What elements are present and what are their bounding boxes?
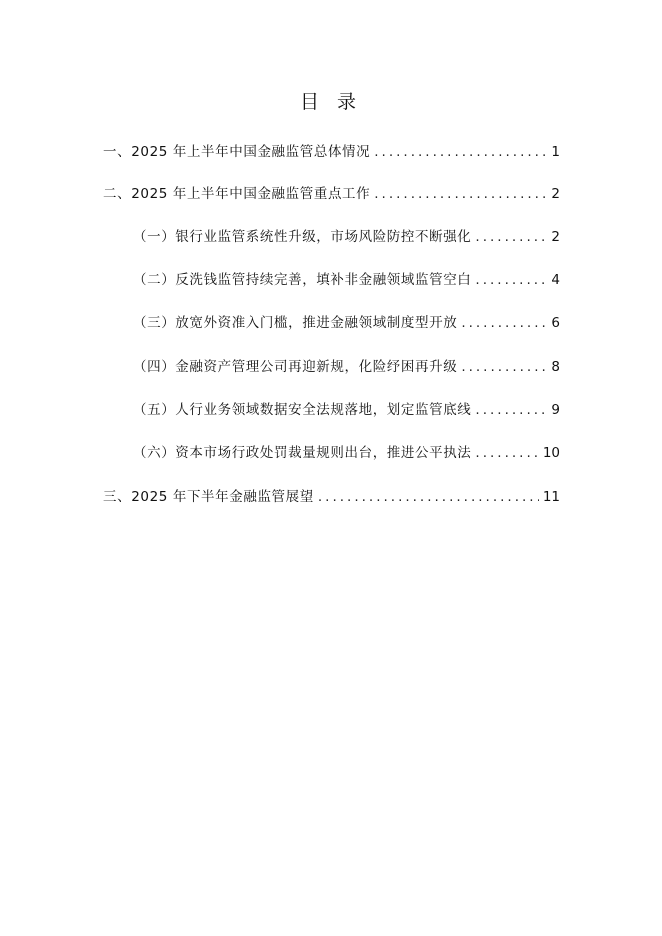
toc-entry-3[interactable]	[103, 483, 560, 511]
toc-entry-text: （六）资本市场行政处罚裁量规则出台，推进公平执法	[133, 445, 472, 461]
toc-entry-2-1[interactable]	[133, 223, 560, 251]
toc-dot-leader	[318, 483, 539, 511]
toc-entry-text: （二）反洗钱监管持续完善，填补非金融领域监管空白	[133, 272, 472, 288]
toc-entry-2-4[interactable]	[133, 353, 560, 381]
toc-entry-2-2[interactable]	[133, 266, 560, 294]
toc-page-number: 4	[551, 272, 560, 288]
toc-entry-text: （一）银行业监管系统性升级，市场风险防控不断强化	[133, 229, 472, 245]
toc-page-number: 6	[551, 315, 560, 331]
toc-entry-2-6[interactable]	[133, 439, 560, 467]
toc-page-number: 9	[551, 402, 560, 418]
toc-dot-leader	[374, 138, 547, 166]
toc-entry-text: （三）放宽外资准入门槛，推进金融领域制度型开放	[133, 315, 458, 331]
toc-entry-text: 二、2025 年上半年中国金融监管重点工作	[103, 186, 371, 202]
toc-entry-2-5[interactable]	[133, 396, 560, 424]
toc-page-number: 10	[542, 445, 560, 461]
toc-dot-leader	[475, 266, 547, 294]
toc-page-number: 2	[551, 229, 560, 245]
toc-dot-leader	[475, 223, 547, 251]
toc-entry-2[interactable]	[103, 180, 560, 208]
toc-entry-1[interactable]	[103, 138, 560, 166]
toc-dot-leader	[374, 180, 547, 208]
toc-dot-leader	[475, 439, 538, 467]
toc-entry-text: 三、2025 年下半年金融监管展望	[103, 489, 314, 505]
toc-entry-text: （四）金融资产管理公司再迎新规，化险纾困再升级	[133, 359, 458, 375]
toc-entry-text: （五）人行业务领域数据安全法规落地，划定监管底线	[133, 402, 472, 418]
toc-dot-leader	[461, 309, 547, 337]
toc-dot-leader	[461, 353, 547, 381]
toc-page-number: 2	[551, 186, 560, 202]
toc-title: 目 录	[299, 91, 363, 113]
toc-entry-text: 一、2025 年上半年中国金融监管总体情况	[103, 144, 371, 160]
toc-entry-2-3[interactable]	[133, 309, 560, 337]
toc-dot-leader	[475, 396, 547, 424]
toc-page-number: 1	[551, 144, 560, 160]
toc-page-number: 8	[551, 359, 560, 375]
toc-page-number: 11	[542, 489, 560, 505]
